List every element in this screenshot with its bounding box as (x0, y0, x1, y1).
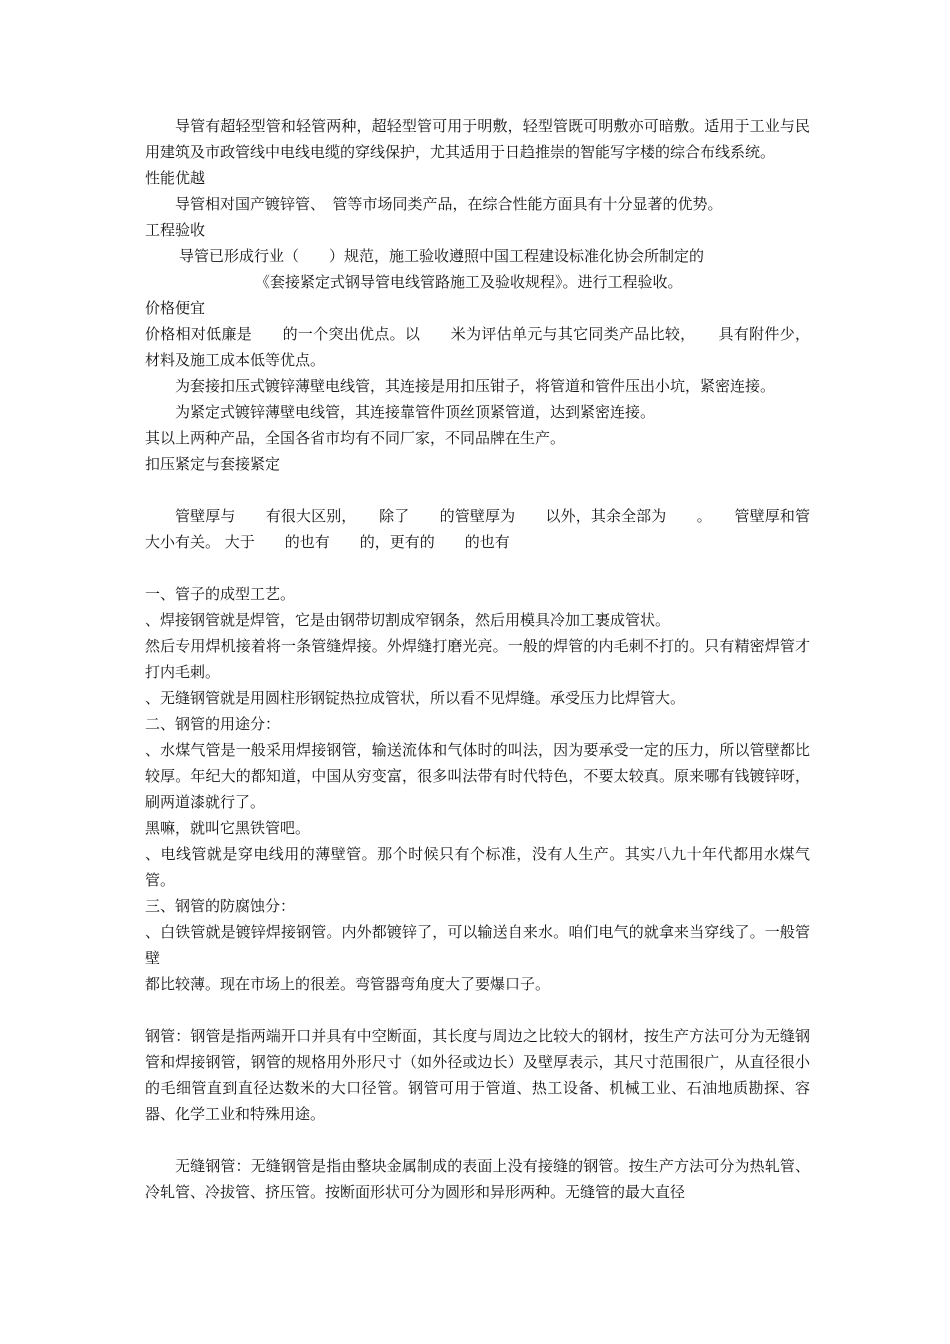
heading-performance: 性能优越 (145, 169, 206, 187)
paragraph-seamless-pipe: 、无缝钢管就是用圆柱形钢锭热拉成管状，所以看不见焊缝。承受压力比焊管大。 (145, 689, 686, 707)
heading-forming-process: 一、管子的成型工艺。 (145, 585, 296, 603)
paragraph-gas-pipe: 、水煤气管是一般采用焊接钢管，输送流体和气体时的叫法，因为要承受一定的压力，所以管壁都比较厚。年纪大的都知道，中国从穷变富，很多叫法带有时代特色，不要太较真。原来哪有钱镀锌呀，刷两道漆就行了。 (145, 741, 810, 811)
paragraph-price: 价格相对低廉是 的一个突出优点。以 米为评估单元与其它同类产品比较， 具有附件少，材料及施工成本低等优点。 (145, 325, 810, 369)
document-page (145, 113, 810, 1205)
paragraph-conduit: 、电线管就是穿电线用的薄壁管。那个时候只有个标准，没有人生产。其实八九十年代都用水煤气管。 (145, 845, 810, 889)
paragraph-wall-thickness: 管壁厚与 有很大区别， 除了 的管壁厚为 以外，其余全部为 。 管壁厚和管大小有关。 大于 的也有 的，更有的 的也有 (145, 507, 810, 551)
spacer (145, 477, 810, 503)
paragraph-acceptance: 导管已形成行业（ ）规范，施工验收遵照中国工程建设标准化协会所制定的 (179, 247, 705, 265)
spacer (145, 555, 810, 581)
heading-usage: 二、钢管的用途分： (145, 715, 281, 733)
paragraph-seamless-definition: 无缝钢管：无缝钢管是指由整块金属制成的表面上没有接缝的钢管。按生产方法可分为热轧管、冷轧管、冷拔管、挤压管。按断面形状可分为圆形和异形两种。无缝管的最大直径 (145, 1157, 810, 1201)
paragraph-galvanized-quality: 都比较薄。现在市场上的很差。弯管器弯角度大了要爆口子。 (145, 975, 551, 993)
paragraph-welding-detail: 然后专用焊机接着将一条管缝焊接。外焊缝打磨光亮。一般的焊管的内毛刺不打的。只有精密焊管才打内毛刺。 (145, 637, 810, 681)
spacer (145, 1127, 810, 1153)
heading-price: 价格便宜 (145, 299, 206, 317)
paragraph-fastening-type: 为紧定式镀锌薄壁电线管，其连接靠管件顶丝顶紧管道，达到紧密连接。 (175, 403, 656, 421)
paragraph-galvanized-pipe: 、白铁管就是镀锌焊接钢管。内外都镀锌了，可以输送自来水。咱们电气的就拿来当穿线了。一般管壁 (145, 923, 810, 967)
paragraph-crimp-type: 为套接扣压式镀锌薄壁电线管，其连接是用扣压钳子，将管道和管件压出小坑，紧密连接。 (175, 377, 776, 395)
paragraph-black-pipe: 黑嘛，就叫它黑铁管吧。 (145, 819, 311, 837)
heading-corrosion: 三、钢管的防腐蚀分： (145, 897, 296, 915)
spacer (145, 997, 810, 1023)
paragraph-intro: 导管有超轻型管和轻管两种，超轻型管可用于明敷，轻型管既可明敷亦可暗敷。适用于工业与民用建筑及市政管线中电线电缆的穿线保护，尤其适用于日趋推崇的智能写字楼的综合布线系统。 (145, 117, 810, 161)
paragraph-steel-pipe-definition: 钢管：钢管是指两端开口并具有中空断面，其长度与周边之比较大的钢材，按生产方法可分为无缝钢管和焊接钢管，钢管的规格用外形尺寸（如外径或边长）及壁厚表示，其尺寸范围很广，从直径很小的毛细管直到直径达数米的大口径管。钢管可用于管道、热工设备、机械工业、石油地质勘探、容器、化学工业和特殊用途。 (145, 1027, 810, 1123)
paragraph-acceptance-rules: 《套接紧定式钢导管电线管路施工及验收规程》。进行工程验收。 (255, 273, 683, 291)
heading-crimp-vs-fastening: 扣压紧定与套接紧定 (145, 455, 281, 473)
paragraph-welded-pipe: 、焊接钢管就是焊管，它是由钢带切割成窄钢条，然后用模具冷加工裹成管状。 (145, 611, 671, 629)
heading-acceptance: 工程验收 (145, 221, 206, 239)
paragraph-performance: 导管相对国产镀锌管、 管等市场同类产品，在综合性能方面具有十分显著的优势。 (175, 195, 723, 213)
paragraph-manufacturers: 其以上两种产品，全国各省市均有不同厂家，不同品牌在生产。 (145, 429, 566, 447)
